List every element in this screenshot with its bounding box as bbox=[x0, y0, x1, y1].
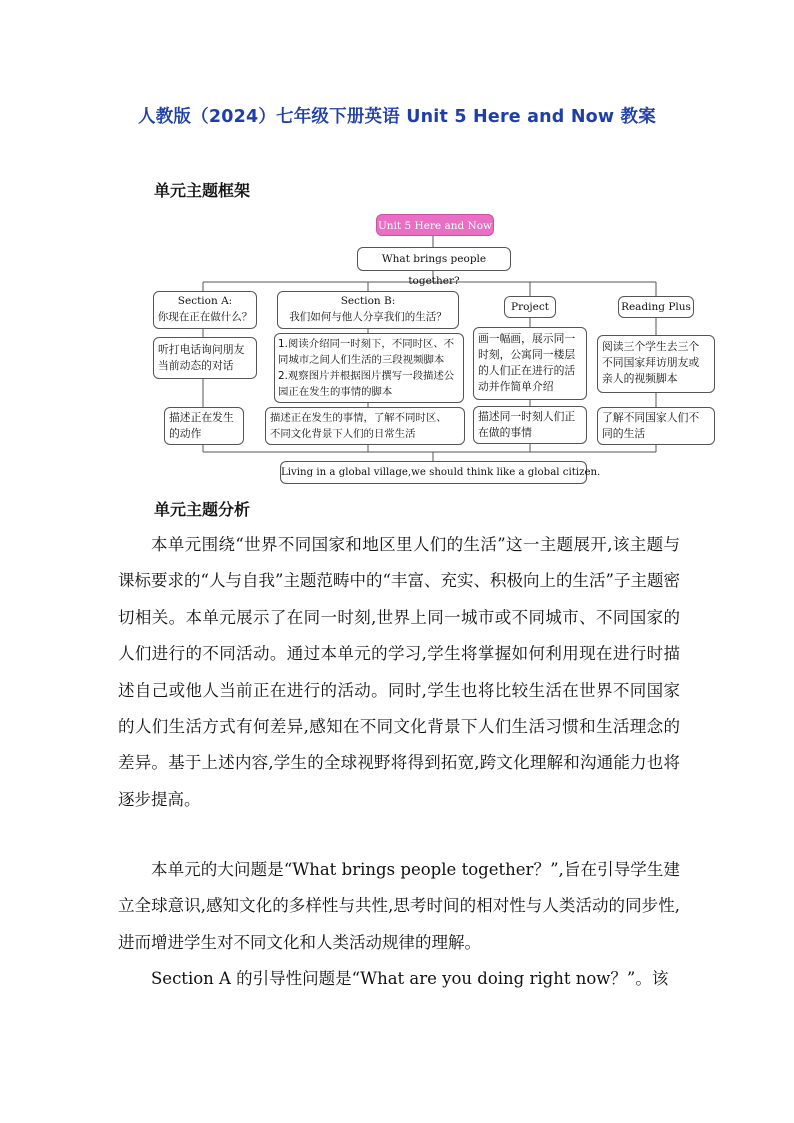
section-b-task-line: 同城市之间人们生活的三段视频脚本 bbox=[278, 354, 445, 366]
section-a-node bbox=[153, 291, 257, 329]
project-node: Project bbox=[504, 296, 556, 318]
paragraph: 本单元的大问题是“What brings people together？”,旨在引导学生建立全球意识,感知文化的多样性与共性,思考时间的相对性与人类活动的同步性,进而增进学生对不同文化和人类活动规律的理解。 bbox=[118, 860, 680, 952]
project-task-line: 的人们正在进行的活 bbox=[478, 364, 576, 377]
paragraph: 本单元围绕“世界不同国家和地区里人们的生活”这一主题展开,该主题与课标要求的“人与自我”主题范畴中的“丰富、充实、积极向上的生活”子主题密切相关。本单元展示了在同一时刻,世界上同一城市或不同城市、不同国家的人们进行的不同活动。通过本单元的学习,学生将掌握如何利用现在进行时描述自己或他人当前正在进行的活动。同时,学生也将比较生活在世界不同国家的人们生活方式有何差异,感知在不同文化背景下人们生活习惯和生活理念的差异。基于上述内容,学生的全球视野将得到拓宽,跨文化理解和沟通能力也将逐步提高。 bbox=[118, 535, 680, 809]
section-b-goal-line: 描述正在发生的事情，了解不同时区、 bbox=[270, 412, 447, 424]
reading-plus-goal-node bbox=[597, 407, 715, 445]
paragraph: Section A 的引导性问题是“What are you doing right now？”。该 bbox=[151, 969, 669, 988]
section-b-node bbox=[277, 291, 459, 329]
conclusion-node: Living in a global village,we should think like a global citizen. bbox=[280, 461, 587, 484]
project-task-node bbox=[473, 327, 587, 400]
section-b-label: Section B: bbox=[340, 295, 396, 307]
section-a-goal-line: 描述正在发生 bbox=[169, 411, 234, 424]
reading-plus-goal-line: 了解不同国家人们不 bbox=[602, 411, 700, 424]
unit-title-node: Unit 5 Here and Now bbox=[376, 214, 494, 236]
project-goal-line: 在做的事情 bbox=[478, 426, 532, 439]
big-question-node: What brings people together? bbox=[357, 247, 511, 271]
section-b-task-line: 2.观察图片并根据图片撰写一段描述公 bbox=[278, 370, 455, 382]
reading-plus-task-line: 亲人的视频脚本 bbox=[602, 372, 678, 385]
project-goal-line: 描述同一时刻人们正 bbox=[478, 410, 576, 423]
project-task-line: 时刻，公寓同一楼层 bbox=[478, 348, 576, 361]
section-a-label: Section A: bbox=[177, 295, 233, 307]
section-a-goal-line: 的动作 bbox=[169, 427, 202, 440]
reading-plus-goal-line: 同的生活 bbox=[602, 427, 646, 440]
section-b-goal-line: 不同文化背景下人们的日常生活 bbox=[270, 428, 416, 440]
section-b-question: 我们如何与他人分享我们的生活？ bbox=[289, 311, 447, 323]
section-a-task-node bbox=[153, 337, 257, 379]
reading-plus-task-line: 阅读三个学生去三个 bbox=[602, 340, 700, 353]
project-goal-node bbox=[473, 406, 587, 444]
reading-plus-node: Reading Plus bbox=[618, 296, 694, 318]
project-task-line: 画一幅画，展示同一 bbox=[478, 332, 576, 345]
section-b-task-line: 1.阅读介绍同一时刻下，不同时区、不 bbox=[278, 338, 455, 350]
section-a-task-line: 听打电话询问朋友 bbox=[158, 343, 245, 356]
section-b-goal-node bbox=[265, 407, 465, 445]
section-a-question: 你现在正在做什么？ bbox=[157, 311, 253, 323]
section-b-task-line: 园正在发生的事情的脚本 bbox=[278, 386, 393, 398]
unit-framework-diagram bbox=[150, 212, 718, 490]
reading-plus-task-node bbox=[597, 335, 715, 393]
document-title: 人教版（2024）七年级下册英语 Unit 5 Here and Now 教案 bbox=[138, 107, 656, 127]
section-b-task-node bbox=[274, 333, 464, 403]
section-a-task-line: 当前动态的对话 bbox=[158, 359, 234, 372]
section-heading-framework: 单元主题框架 bbox=[154, 181, 251, 200]
project-task-line: 动并作简单介绍 bbox=[478, 380, 554, 393]
section-heading-analysis: 单元主题分析 bbox=[154, 500, 251, 519]
section-a-goal-node bbox=[164, 407, 244, 445]
reading-plus-task-line: 不同国家拜访朋友或 bbox=[602, 356, 700, 369]
